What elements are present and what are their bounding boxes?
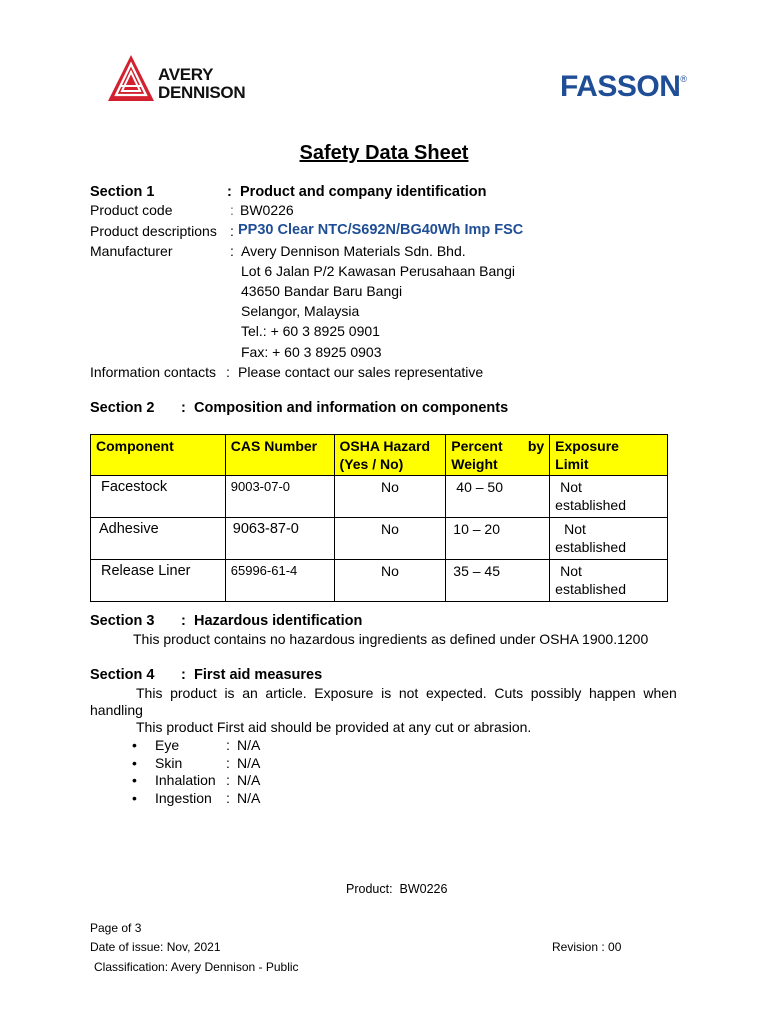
first-aid-sep: :: [226, 772, 230, 788]
cell-limit-line: established: [555, 581, 626, 597]
header-cas-number: CAS Number: [225, 435, 334, 476]
fasson-logo-reg: ®: [680, 74, 687, 84]
product-footer-value: BW0226: [399, 882, 448, 896]
fasson-logo-text: FASSON: [560, 70, 681, 103]
table-row: [91, 476, 668, 518]
header-exposure-limit: [550, 435, 668, 476]
section4-sep: :: [181, 667, 186, 683]
para-word: possibly: [530, 685, 582, 701]
section1-heading: Product and company identification: [240, 184, 487, 200]
logo-word-avery: AVERY: [158, 65, 214, 84]
product-desc-label: Product descriptions: [90, 223, 217, 239]
fax-line: Fax: + 60 3 8925 0903: [241, 344, 382, 360]
cell-cas: 9063-87-0: [225, 518, 334, 560]
first-aid-label: Skin: [155, 755, 183, 771]
para-word: when: [643, 685, 677, 701]
header-osha-hazard: [334, 435, 446, 476]
bullet-dot-icon: •: [132, 737, 137, 753]
para-word: is: [381, 685, 392, 701]
para-word: Exposure: [314, 685, 374, 701]
manufacturer-value: Avery Dennison Materials Sdn. Bhd.: [241, 243, 466, 259]
header-percent-word: Weight: [451, 456, 498, 472]
table-row: [91, 560, 668, 602]
address-line: Lot 6 Jalan P/2 Kawasan Perusahaan Bangi: [241, 263, 515, 279]
section3-text: This product contains no hazardous ingredients as defined under OSHA 1900.1200: [133, 631, 649, 647]
revision: Revision : 00: [552, 940, 622, 954]
section1-label: Section 1: [90, 184, 155, 200]
document-title: Safety Data Sheet: [299, 142, 469, 164]
cell-limit-line: established: [555, 539, 626, 555]
section3-sep: :: [181, 613, 186, 629]
cell-cas: 9003-07-0: [225, 476, 334, 518]
components-table: [90, 434, 668, 602]
cell-cas: 65996-61-4: [225, 560, 334, 602]
address-line: 43650 Bandar Baru Bangi: [241, 283, 403, 299]
cell-limit: [550, 560, 668, 602]
logo-word-dennison: DENNISON: [158, 83, 246, 102]
first-aid-value: N/A: [237, 790, 261, 806]
product-code-sep: :: [230, 202, 234, 218]
avery-dennison-logo: [106, 53, 256, 105]
section2-heading: Composition and information on components: [194, 400, 509, 416]
bullet-dot-icon: •: [132, 790, 137, 806]
cell-limit-line: Not: [560, 563, 582, 579]
header-percent-by-weight: [446, 435, 550, 476]
product-footer-label: Product:: [346, 882, 393, 896]
section1-sep: :: [227, 184, 232, 200]
cell-limit-line: established: [555, 497, 626, 513]
bullet-dot-icon: •: [132, 755, 137, 771]
classification: Classification: Avery Dennison - Public: [94, 960, 299, 974]
section4-label: Section 4: [90, 667, 155, 683]
product-footer: [346, 881, 447, 897]
section4-heading: First aid measures: [194, 667, 323, 683]
info-contacts-sep: :: [226, 364, 230, 380]
first-aid-sep: :: [226, 755, 230, 771]
cell-component: Release Liner: [91, 560, 226, 602]
header-exposure-line: Exposure: [555, 438, 619, 454]
manufacturer-label: Manufacturer: [90, 243, 173, 259]
cell-percent: 10 – 20: [446, 518, 550, 560]
first-aid-label: Ingestion: [155, 790, 212, 806]
product-code-value: BW0226: [240, 202, 294, 218]
section3-heading: Hazardous identification: [194, 613, 363, 629]
first-aid-sep: :: [226, 790, 230, 806]
cell-limit: [550, 518, 668, 560]
address-line: Selangor, Malaysia: [241, 303, 360, 319]
first-aid-value: N/A: [237, 737, 261, 753]
bullet-dot-icon: •: [132, 772, 137, 788]
fasson-logo: [560, 70, 687, 104]
header-percent-word: Percent: [451, 438, 503, 454]
para-word: This: [136, 685, 163, 701]
para-word: an: [242, 685, 258, 701]
cell-osha: No: [334, 518, 446, 560]
first-aid-value: N/A: [237, 772, 261, 788]
section2-sep: :: [181, 400, 186, 416]
header-exposure-line: Limit: [555, 456, 589, 472]
cell-component: Adhesive: [91, 518, 226, 560]
info-contacts-label: Information contacts: [90, 364, 217, 380]
para-word: not: [398, 685, 419, 701]
para-word: product: [170, 685, 217, 701]
cell-limit-line: Not: [564, 521, 586, 537]
para-word: is: [224, 685, 235, 701]
first-aid-sep: :: [226, 737, 230, 753]
info-contacts-value: Please contact our sales representative: [238, 364, 484, 380]
manufacturer-sep: :: [230, 243, 234, 259]
section2-label: Section 2: [90, 400, 155, 416]
table-header-row: [91, 435, 668, 476]
section3-label: Section 3: [90, 613, 155, 629]
first-aid-value: N/A: [237, 755, 261, 771]
cell-limit-line: Not: [560, 479, 582, 495]
date-of-issue: Date of issue: Nov, 2021: [90, 940, 221, 954]
para-word: happen: [589, 685, 636, 701]
first-aid-label: Inhalation: [155, 772, 216, 788]
product-code-label: Product code: [90, 202, 173, 218]
page-number: Page of 3: [90, 921, 142, 935]
product-desc-sep: :: [230, 223, 234, 239]
table-row: [91, 518, 668, 560]
header-component: Component: [91, 435, 226, 476]
header-osha-line: OSHA Hazard: [339, 438, 431, 454]
cell-limit: [550, 476, 668, 518]
section4-para-line1: [136, 685, 677, 701]
cell-component: Facestock: [91, 476, 226, 518]
para-word: Cuts: [494, 685, 524, 701]
cell-osha: No: [334, 476, 446, 518]
cell-percent: 40 – 50: [446, 476, 550, 518]
cell-osha: No: [334, 560, 446, 602]
avery-dennison-triangle-icon: [106, 53, 156, 105]
phone-line: Tel.: + 60 3 8925 0901: [241, 323, 380, 339]
header-osha-line: (Yes / No): [339, 456, 404, 472]
header-percent-word: by: [527, 438, 545, 454]
first-aid-label: Eye: [155, 737, 180, 753]
section4-para2: This product First aid should be provided at any cut or abrasion.: [136, 719, 532, 735]
cell-percent: 35 – 45: [446, 560, 550, 602]
section4-para-line2: handling: [90, 702, 143, 718]
product-desc-value: PP30 Clear NTC/S692N/BG40Wh Imp FSC: [238, 222, 524, 238]
para-word: article.: [265, 685, 307, 701]
para-word: expected.: [425, 685, 487, 701]
